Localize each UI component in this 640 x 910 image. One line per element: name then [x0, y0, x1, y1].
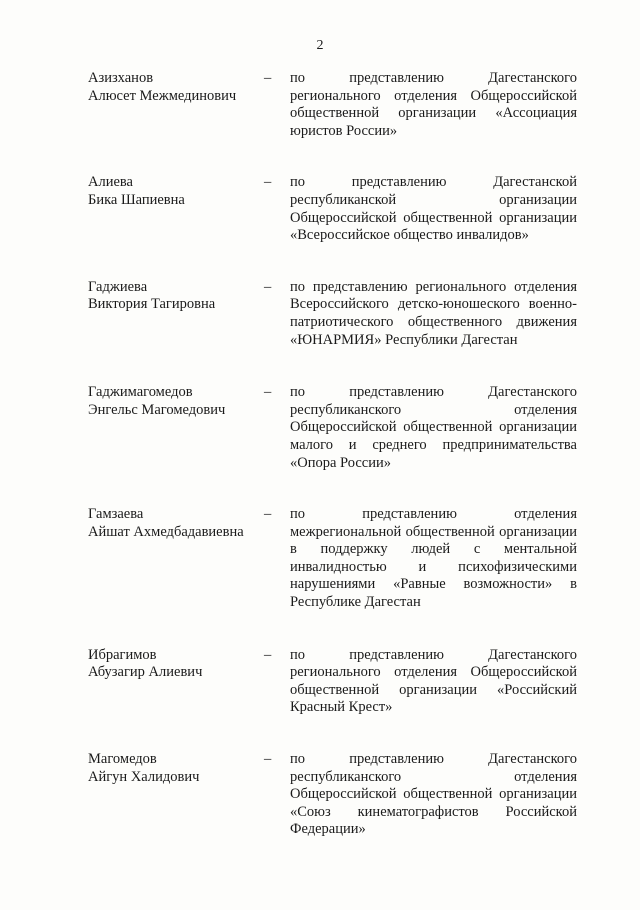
surname: Гаджиева: [88, 278, 148, 295]
nomination-text: по представлению Дагестанского регионального отделения Общероссийской общественной организации «Российский Красный Крест»: [290, 646, 577, 716]
surname: Азизханов: [88, 70, 154, 86]
entry: [88, 384, 578, 472]
given-names: Айшат Ахмедбадавиевна: [88, 523, 244, 540]
entry: [88, 174, 578, 244]
given-names: Виктория Тагировна: [88, 296, 216, 313]
entry: [88, 506, 578, 612]
person-name: [88, 70, 263, 105]
nomination-text: по представлению Дагестанского республиканского отделения Общероссийской общественной организации малого и среднего предпринимательства «Опора России»: [290, 384, 577, 471]
surname: Гамзаева: [88, 506, 144, 523]
given-names: Бика Шапиевна: [88, 191, 185, 208]
given-names: Айгун Халидович: [88, 768, 200, 785]
page-number: 2: [316, 38, 324, 53]
separator-dash: –: [264, 384, 272, 401]
person-name: [88, 647, 263, 682]
nomination-text: по представлению Дагестанской республиканской организации Общероссийской общественной организации «Всероссийское общество инвалидов»: [290, 174, 577, 244]
surname: Ибрагимов: [88, 646, 157, 663]
given-names: Алюсет Межмединович: [88, 87, 237, 104]
separator-dash: –: [264, 751, 272, 768]
person-name: [88, 279, 263, 314]
surname: Магомедов: [88, 751, 157, 768]
separator-dash: –: [264, 506, 272, 523]
entry: [88, 70, 578, 140]
given-names: Абузагир Алиевич: [88, 664, 203, 681]
entry: [88, 751, 578, 839]
separator-dash: –: [264, 278, 272, 295]
person-name: [88, 174, 263, 209]
person-name: [88, 384, 263, 419]
separator-dash: –: [264, 70, 272, 86]
nomination-text: по представлению регионального отделения Всероссийского детско-юношеского военно-патриотического общественного движения «ЮНАРМИЯ» Республики Дагестан: [290, 278, 577, 348]
entry: [88, 647, 578, 717]
entry-list: [88, 70, 578, 839]
separator-dash: –: [264, 174, 272, 191]
separator-dash: –: [264, 646, 272, 663]
given-names: Энгельс Магомедович: [88, 401, 226, 418]
nomination-text: по представлению Дагестанского республиканского отделения Общероссийской общественной организации «Союз кинематографистов Российской Федерации»: [290, 751, 577, 838]
nomination-text: по представлению отделения межрегиональной общественной организации в поддержку людей с ментальной инвалидностью и психофизическими нарушениями «Равные возможности» в Республике Дагестан: [290, 506, 577, 611]
surname: Гаджимагомедов: [88, 384, 193, 401]
nomination-text: по представлению Дагестанского регионального отделения Общероссийской общественной организации «Ассоциация юристов России»: [290, 70, 577, 139]
person-name: [88, 751, 263, 786]
person-name: [88, 506, 263, 541]
entry: [88, 279, 578, 349]
surname: Алиева: [88, 174, 133, 191]
